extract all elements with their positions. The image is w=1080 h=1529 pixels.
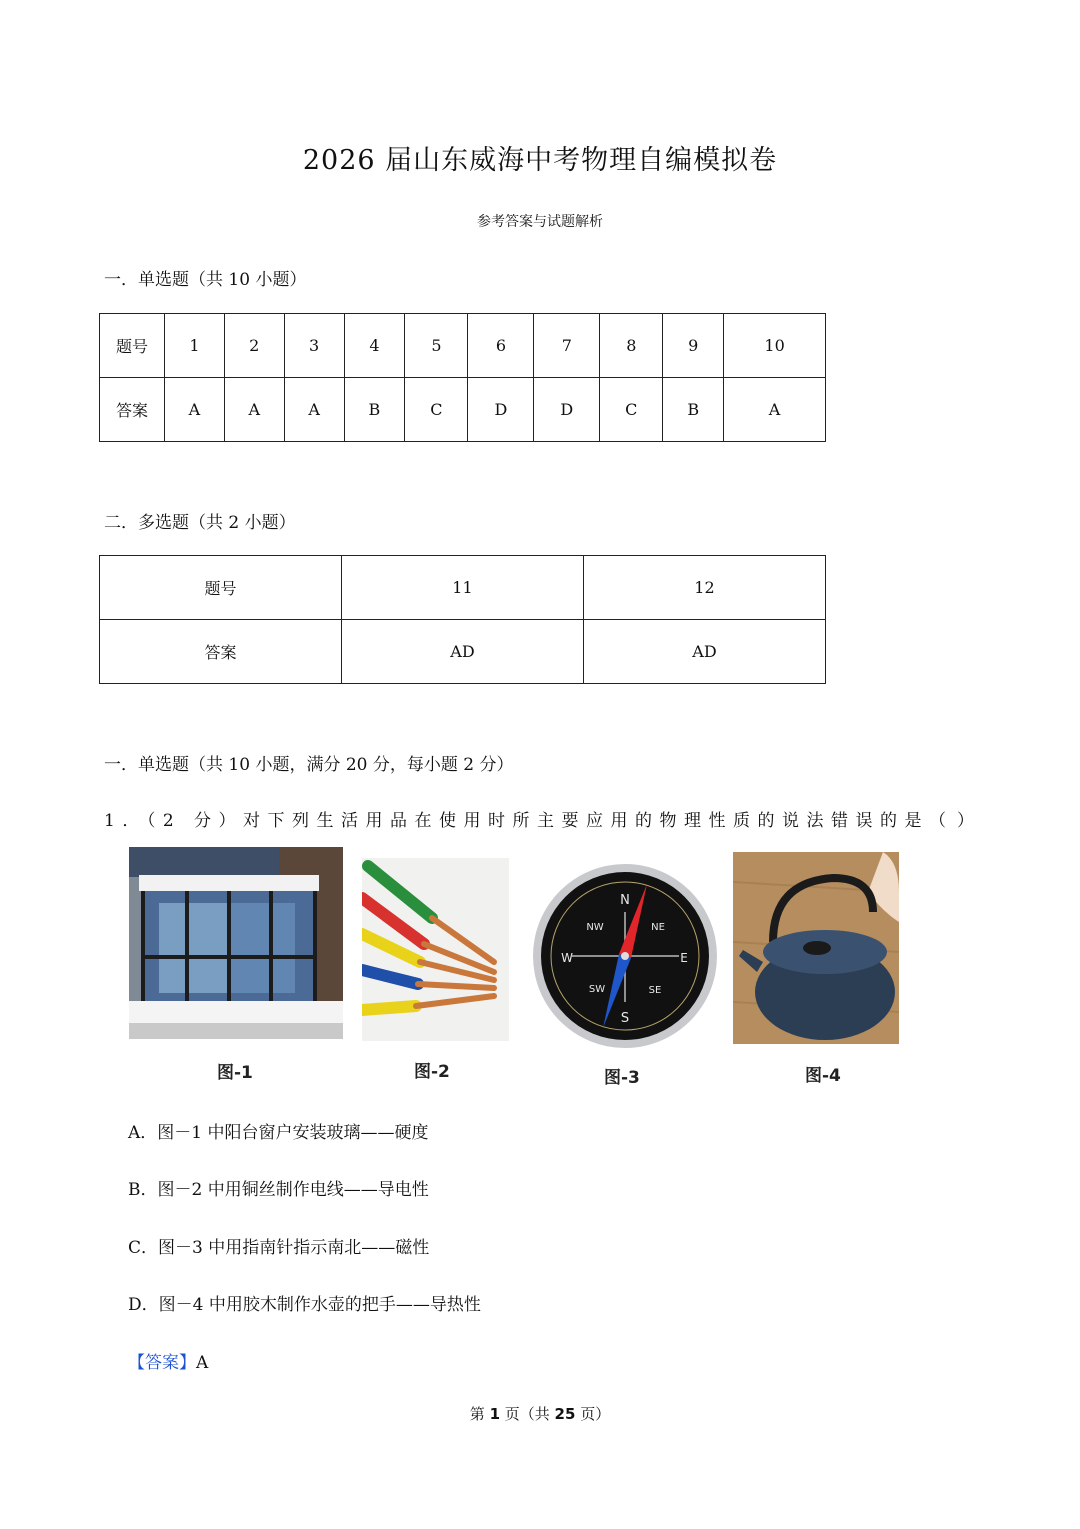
compass-letter: N [620, 893, 630, 908]
table-cell: 3 [284, 314, 344, 378]
table-cell: C [600, 378, 663, 442]
figure-4-label: 图-4 [805, 1066, 841, 1086]
table-cell: 4 [344, 314, 405, 378]
compass-photo [531, 862, 719, 1050]
table-cell: 2 [224, 314, 284, 378]
question-1-text: 1．（2 分）对下列生活用品在使用时所主要应用的物理性质的说法错误的是（ [104, 811, 954, 831]
page-footer [0, 1403, 1080, 1424]
multi-choice-answer-table [99, 555, 826, 684]
table-row [100, 620, 826, 684]
answer-value: A [196, 1353, 209, 1373]
table-cell: A [224, 378, 284, 442]
compass-letter: E [680, 951, 688, 965]
table-cell: 8 [600, 314, 663, 378]
table-header-cell: 题号 [100, 556, 342, 620]
document-title: 2026 届山东威海中考物理自编模拟卷 [302, 145, 778, 176]
footer-total-pages: 25 [554, 1405, 576, 1423]
table-cell: AD [583, 620, 825, 684]
table-cell: A [724, 378, 826, 442]
balcony-window-photo [129, 847, 343, 1039]
option-a: A．图－1 中阳台窗户安装玻璃——硬度 [128, 1123, 429, 1143]
copper-wires-photo [362, 858, 509, 1041]
table-cell: B [344, 378, 405, 442]
table-header-cell: 题号 [100, 314, 165, 378]
compass-letter: NE [651, 922, 665, 933]
footer-suffix: 页） [575, 1405, 611, 1423]
compass-letter: S [620, 1011, 630, 1026]
option-c: C．图－3 中用指南针指示南北——磁性 [128, 1238, 430, 1258]
option-b: B．图－2 中用铜丝制作电线——导电性 [128, 1180, 429, 1200]
table-cell: 11 [341, 556, 583, 620]
footer-page-number: 1 [489, 1405, 500, 1423]
table-cell: 7 [534, 314, 600, 378]
section-single-choice-heading: 一．单选题（共 10 小题） [104, 270, 307, 290]
answer-line [128, 1348, 208, 1373]
single-choice-answer-table [99, 313, 826, 442]
figure-3-label: 图-3 [604, 1068, 640, 1088]
table-cell: 5 [405, 314, 468, 378]
table-cell: C [405, 378, 468, 442]
compass-letter: NW [586, 922, 604, 933]
answer-tag: 【答案】 [128, 1353, 196, 1373]
section-multi-choice-heading: 二．多选题（共 2 小题） [104, 513, 296, 533]
compass-letter: SW [588, 984, 606, 995]
table-header-cell: 答案 [100, 378, 165, 442]
table-cell: 1 [165, 314, 225, 378]
question-1-stem [104, 806, 974, 831]
table-cell: 9 [663, 314, 724, 378]
section-single-choice-detail-heading: 一．单选题（共 10 小题，满分 20 分，每小题 2 分） [104, 755, 514, 775]
footer-prefix: 第 [469, 1405, 490, 1423]
document-subtitle: 参考答案与试题解析 [477, 214, 603, 230]
question-1-close-paren: ） [957, 811, 974, 831]
table-row [100, 556, 826, 620]
table-cell: D [468, 378, 534, 442]
footer-middle: 页（共 [500, 1405, 555, 1423]
option-d: D．图－4 中用胶木制作水壶的把手——导热性 [128, 1295, 481, 1315]
compass-letter: W [561, 951, 573, 965]
table-cell: A [165, 378, 225, 442]
table-cell: A [284, 378, 344, 442]
kettle-photo [733, 852, 899, 1044]
table-header-cell: 答案 [100, 620, 342, 684]
table-cell: AD [341, 620, 583, 684]
figure-2-label: 图-2 [414, 1062, 450, 1082]
table-cell: 6 [468, 314, 534, 378]
table-cell: D [534, 378, 600, 442]
table-cell: 12 [583, 556, 825, 620]
table-row [100, 378, 826, 442]
compass-letter: SE [648, 985, 662, 996]
figure-1-label: 图-1 [217, 1063, 253, 1083]
table-row [100, 314, 826, 378]
table-cell: 10 [724, 314, 826, 378]
table-cell: B [663, 378, 724, 442]
